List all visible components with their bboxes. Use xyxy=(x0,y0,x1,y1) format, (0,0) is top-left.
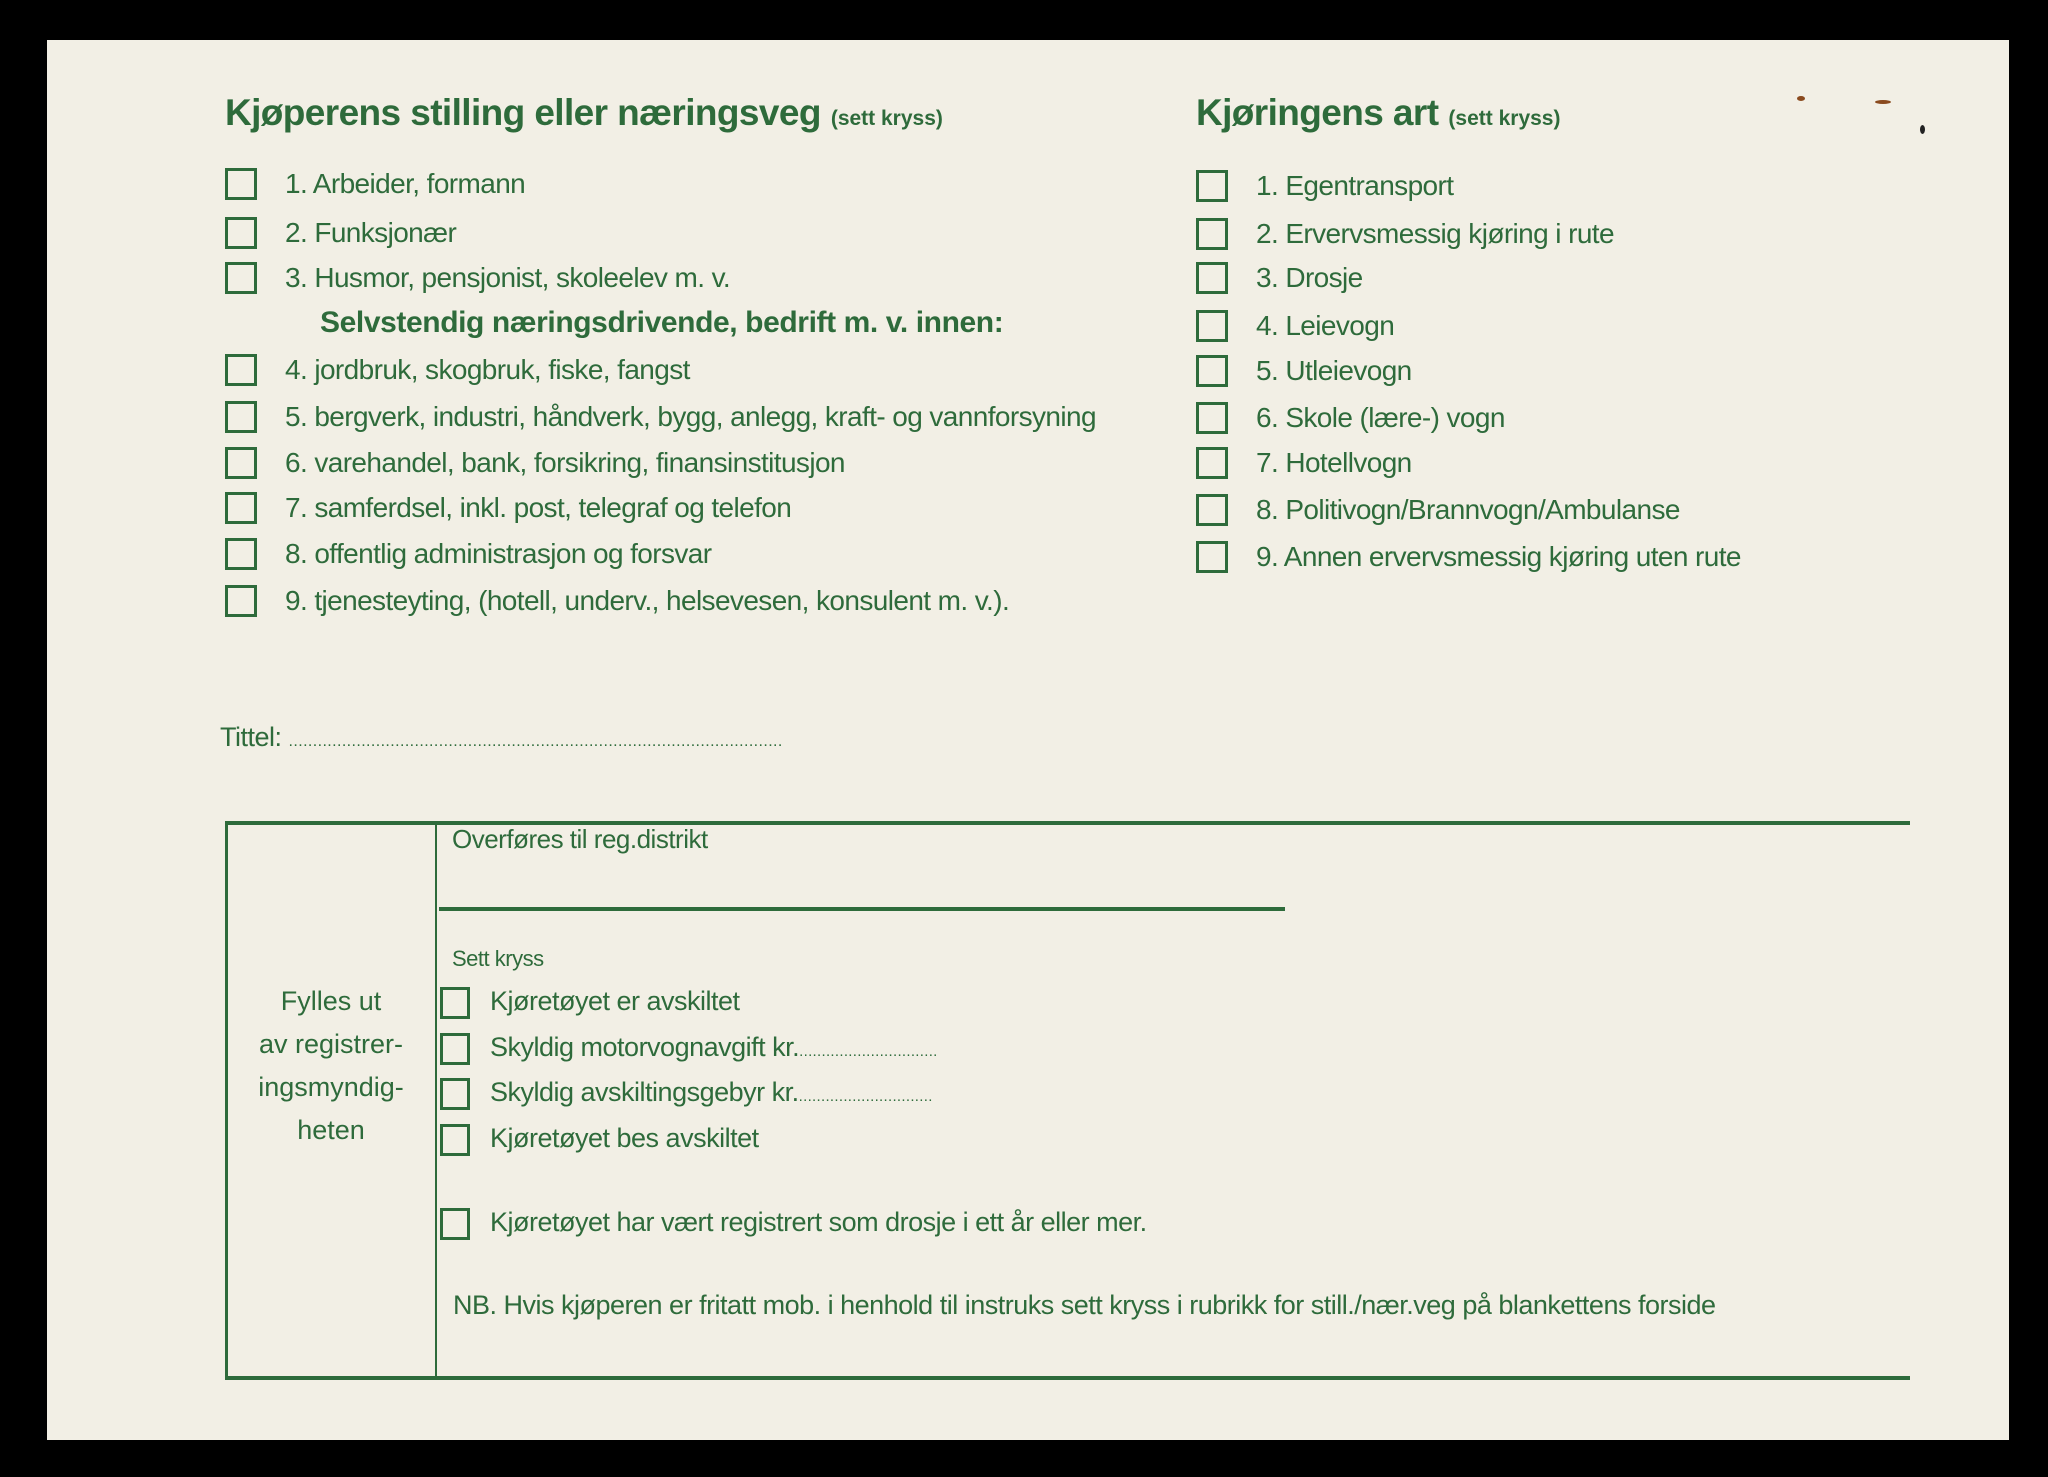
checkbox[interactable] xyxy=(440,1033,470,1065)
item-label: Skyldig avskiltingsgebyr kr. xyxy=(490,1077,799,1107)
heading-text: Kjøringens art xyxy=(1196,92,1439,133)
option-label: 2. Ervervsmessig kjøring i rute xyxy=(1256,218,1614,249)
checkbox[interactable] xyxy=(225,492,257,524)
checkbox[interactable] xyxy=(1196,262,1228,294)
stain-mark xyxy=(1875,100,1891,104)
box-left-rule xyxy=(225,821,228,1379)
checkbox[interactable] xyxy=(225,538,257,570)
box-bottom-rule xyxy=(225,1376,1910,1380)
checkbox[interactable] xyxy=(1196,494,1228,526)
checkbox[interactable] xyxy=(440,987,470,1019)
buyer-occupation-heading xyxy=(225,92,943,134)
option-label: 3. Husmor, pensjonist, skoleelev m. v. xyxy=(285,262,731,293)
nb-note: NB. Hvis kjøperen er fritatt mob. i henhold til instruks sett kryss i rubrikk for still./nær.veg på blankettens forside xyxy=(453,1290,1716,1320)
district-line[interactable] xyxy=(439,907,1285,911)
transfer-district-label: Overføres til reg.distrikt xyxy=(452,824,708,854)
registry-item xyxy=(490,986,740,1017)
stain-mark xyxy=(1920,125,1925,134)
checkbox[interactable] xyxy=(225,354,257,386)
item-label: Kjøretøyet har vært registrert som drosje i ett år eller mer. xyxy=(490,1207,1147,1237)
registry-authority-label xyxy=(251,980,411,1152)
registry-item xyxy=(490,1123,759,1154)
heading-note: (sett kryss) xyxy=(1448,107,1561,130)
option-label: 9. tjenesteyting, (hotell, underv., helsevesen, konsulent m. v.). xyxy=(285,585,1010,616)
title-dotted-line: ...................................................................................................... xyxy=(288,733,783,750)
option-label: 4. jordbruk, skogbruk, fiske, fangst xyxy=(285,354,690,385)
side-label-line: heten xyxy=(297,1115,365,1145)
amount-dotted-line[interactable]: ............................... xyxy=(799,1043,938,1060)
checkbox[interactable] xyxy=(225,262,257,294)
option-label: 7. samferdsel, inkl. post, telegraf og telefon xyxy=(285,492,792,523)
checkbox[interactable] xyxy=(225,585,257,617)
self-employed-subheading: Selvstendig næringsdrivende, bedrift m. v. innen: xyxy=(320,306,1004,339)
checkbox[interactable] xyxy=(1196,310,1228,342)
item-label: Skyldig motorvognavgift kr. xyxy=(490,1032,800,1062)
side-label-line: ingsmyndig- xyxy=(258,1072,404,1102)
checkbox[interactable] xyxy=(1196,447,1228,479)
side-label-line: Fylles ut xyxy=(280,986,382,1016)
checkbox[interactable] xyxy=(440,1078,470,1110)
option-label: 1. Arbeider, formann xyxy=(285,168,526,199)
checkbox[interactable] xyxy=(1196,402,1228,434)
item-label: Kjøretøyet er avskiltet xyxy=(490,986,740,1016)
option-label: 8. offentlig administrasjon og forsvar xyxy=(285,538,712,569)
checkbox[interactable] xyxy=(225,401,257,433)
option-label: 6. Skole (lære-) vogn xyxy=(1256,402,1505,433)
side-label-line: av registrer- xyxy=(258,1029,404,1059)
option-label: 3. Drosje xyxy=(1256,262,1363,293)
heading-text: Kjøperens stilling eller næringsveg xyxy=(225,92,821,133)
checkbox[interactable] xyxy=(1196,218,1228,250)
checkbox[interactable] xyxy=(1196,355,1228,387)
checkbox[interactable] xyxy=(225,168,257,200)
checkbox[interactable] xyxy=(440,1124,470,1156)
option-label: 7. Hotellvogn xyxy=(1256,447,1412,478)
amount-dotted-line[interactable]: .............................. xyxy=(798,1088,933,1105)
stain-mark xyxy=(1797,96,1805,101)
sett-kryss-label: Sett kryss xyxy=(452,946,544,971)
registry-item xyxy=(490,1077,933,1108)
option-label: 5. Utleievogn xyxy=(1256,355,1412,386)
title-label: Tittel: xyxy=(220,722,282,752)
checkbox[interactable] xyxy=(1196,541,1228,573)
registry-item xyxy=(490,1032,938,1063)
option-label: 5. bergverk, industri, håndverk, bygg, anlegg, kraft- og vannforsyning xyxy=(285,401,1096,432)
option-label: 2. Funksjonær xyxy=(285,217,457,248)
driving-type-heading xyxy=(1196,92,1560,134)
option-label: 8. Politivogn/Brannvogn/Ambulanse xyxy=(1256,494,1680,525)
item-label: Kjøretøyet bes avskiltet xyxy=(490,1123,759,1153)
box-divider xyxy=(435,821,437,1379)
registry-item xyxy=(490,1207,1147,1238)
heading-note: (sett kryss) xyxy=(830,107,943,130)
checkbox[interactable] xyxy=(225,447,257,479)
option-label: 6. varehandel, bank, forsikring, finansinstitusjon xyxy=(285,447,845,478)
option-label: 4. Leievogn xyxy=(1256,310,1395,341)
title-field[interactable] xyxy=(220,722,783,753)
option-label: 1. Egentransport xyxy=(1256,170,1454,201)
option-label: 9. Annen ervervsmessig kjøring uten rute xyxy=(1256,541,1741,572)
checkbox[interactable] xyxy=(225,217,257,249)
checkbox[interactable] xyxy=(440,1208,470,1240)
checkbox[interactable] xyxy=(1196,170,1228,202)
